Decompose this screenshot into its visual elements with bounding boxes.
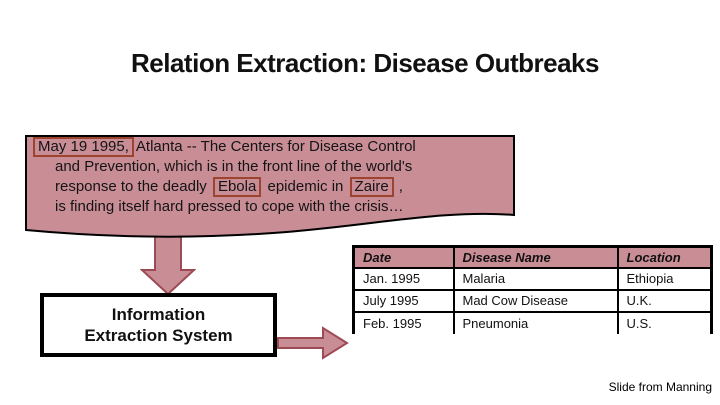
cell-location: U.S.	[618, 312, 712, 334]
cell-date: July 1995	[354, 290, 454, 312]
header-date: Date	[354, 247, 454, 268]
location-entity-box: Zaire	[350, 177, 394, 197]
information-extraction-system-box	[40, 293, 277, 357]
date-entity-box: May 19 1995,	[33, 137, 134, 157]
news-line-2: and Prevention, which is in the front line of the world's	[55, 158, 413, 175]
slide-credit: Slide from Manning	[608, 380, 712, 394]
news-line-3-mid: epidemic in	[267, 178, 344, 195]
news-line-3-post: ,	[398, 178, 403, 195]
news-line-1-rest: Atlanta -- The Centers for Disease Control	[135, 138, 416, 155]
cell-location: Ethiopia	[618, 268, 712, 290]
ie-box-line-1: Information	[111, 305, 206, 324]
header-disease-name: Disease Name	[454, 247, 618, 268]
disease-entity-box: Ebola	[213, 177, 261, 197]
table-row	[354, 268, 712, 290]
news-line-1	[33, 137, 508, 157]
right-arrow	[277, 326, 349, 360]
news-line-3	[33, 177, 508, 197]
cell-disease: Mad Cow Disease	[454, 290, 618, 312]
news-line-3-pre: response to the deadly	[55, 178, 207, 195]
cell-disease: Pneumonia	[454, 312, 618, 334]
table-row	[354, 290, 712, 312]
table-header-row	[354, 247, 712, 268]
table-row	[354, 312, 712, 334]
ie-box-line-2: Extraction System	[84, 326, 233, 345]
slide-title: Relation Extraction: Disease Outbreaks	[131, 48, 599, 78]
cell-date: Feb. 1995	[354, 312, 454, 334]
news-line-4: is finding itself hard pressed to cope with the crisis…	[55, 198, 404, 215]
cell-location: U.K.	[618, 290, 712, 312]
cell-disease: Malaria	[454, 268, 618, 290]
extracted-relations-table	[352, 245, 713, 334]
header-location: Location	[618, 247, 712, 268]
news-excerpt-text	[33, 137, 508, 217]
cell-date: Jan. 1995	[354, 268, 454, 290]
